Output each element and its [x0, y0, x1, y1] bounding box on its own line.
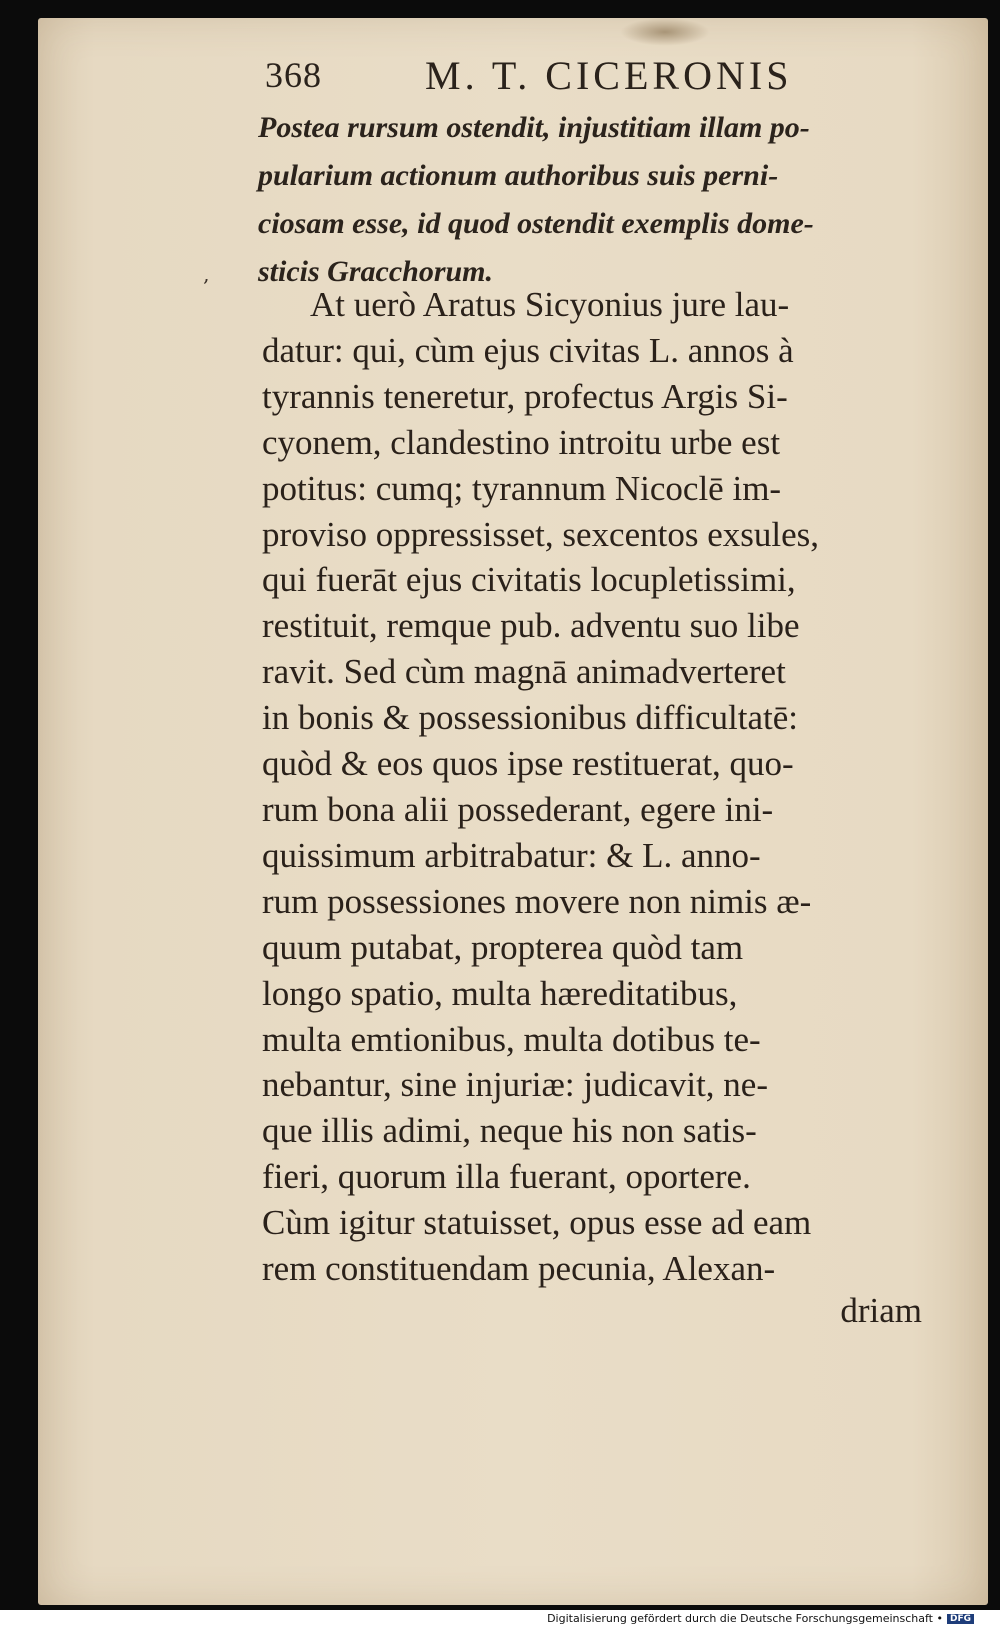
- body-line: potitus: cumq; tyrannum Nicoclē im-: [262, 468, 782, 508]
- margin-mark: ‚: [203, 262, 210, 286]
- catchword: driam: [840, 1291, 922, 1330]
- body-line: qui fuerāt ejus civitatis locupletissimi,: [262, 560, 796, 600]
- body-line: tyrannis teneretur, profectus Argis Si-: [262, 376, 788, 416]
- body-line: rem constituendam pecunia, Alexan-: [262, 1249, 776, 1289]
- body-line: que illis adimi, neque his non satis-: [262, 1111, 757, 1151]
- argument-line: Postea rursum ostendit, injustitiam illam po-: [258, 111, 810, 144]
- body-line: Cùm igitur statuisset, opus esse ad eam: [262, 1203, 812, 1243]
- argument-line: ciosam esse, id quod ostendit exemplis dome-: [258, 207, 814, 240]
- credit-text: Digitalisierung gefördert durch die Deutsche Forschungsgemeinschaft •: [547, 1612, 943, 1625]
- body-line: fieri, quorum illa fuerant, oportere.: [262, 1157, 751, 1197]
- argument-line: pularium actionum authoribus suis perni-: [258, 159, 779, 192]
- body-line: datur: qui, cùm ejus civitas L. annos à: [262, 330, 794, 370]
- body-line: in bonis & possessionibus difficultatē:: [262, 698, 799, 738]
- binding-stain: [620, 18, 710, 46]
- body-line: longo spatio, multa hæreditatibus,: [262, 973, 738, 1013]
- body-line: proviso oppressisset, sexcentos exsules,: [262, 514, 820, 554]
- page-number: 368: [265, 55, 322, 95]
- body-line: nebantur, sine injuriæ: judicavit, ne-: [262, 1065, 768, 1105]
- body-line: quissimum arbitrabatur: & L. anno-: [262, 835, 761, 875]
- body-line: rum bona alii possederant, egere ini-: [262, 789, 774, 829]
- body-line: restituit, remque pub. adventu suo libe: [262, 606, 800, 646]
- running-title: M. T. CICERONIS: [425, 53, 793, 98]
- running-head: [265, 52, 825, 102]
- dfg-logo: DFG: [947, 1614, 974, 1624]
- body-line: quum putabat, propterea quòd tam: [262, 927, 744, 967]
- body-line: rum possessiones movere non nimis æ-: [262, 881, 812, 921]
- body-text: [262, 282, 922, 1292]
- argument-line: sticis Gracchorum.: [258, 255, 494, 288]
- body-line: ravit. Sed cùm magnā animadverteret: [262, 652, 786, 692]
- funding-credit: [547, 1612, 974, 1625]
- argument-summary: [258, 104, 918, 296]
- body-line: At uerò Aratus Sicyonius jure lau-: [310, 285, 790, 324]
- body-line: multa emtionibus, multa dotibus te-: [262, 1019, 761, 1059]
- body-line: quòd & eos quos ipse restituerat, quo-: [262, 744, 794, 784]
- body-line: cyonem, clandestino introitu urbe est: [262, 422, 781, 462]
